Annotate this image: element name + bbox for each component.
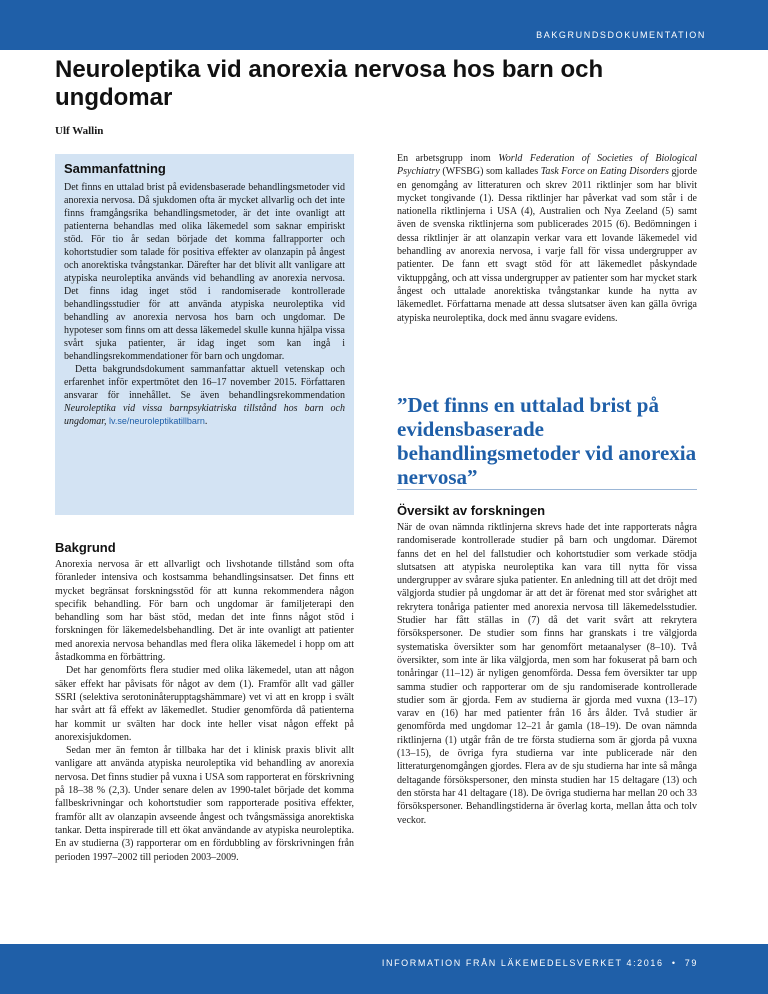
recommendation-link[interactable]: lv.se/neuroleptikatillbarn — [109, 416, 205, 426]
publication-name: INFORMATION FRÅN LÄKEMEDELSVERKET 4:2016 — [381, 958, 664, 968]
text-run: gjorde en genomgång av litteraturen och skrev 2011 riktlinjer som har blivit mycket tongivande (1). Dessa riktlinjer har påverkat vad som står i de nationella riktlinjerna i USA (4), Australien och Nya Zeeland (5) samt även de svenska riktlinjerna som publicerades 2015 (6). Bedömningen i dessa riktlinjer är att olanzapin verkar vara ett lovande läkemedel vid behandling av anorexia nervosa, i varje fall för vissa undergrupper av patienter. De fann ett svagt stöd för att läkemedlet påskyndade viktuppgång, och att vissa undergrupper av patienter som har mycket stark ångest och uttalade anorektiska tvångstankar kunde ha nytta av läkemedlet. Författarna menade att dessa slutsatser även kan gälla övriga atypiska neuroleptika, dock med ännu svagare evidens. — [397, 166, 698, 324]
bakgrund-text — [55, 558, 354, 864]
task-force-name: Task Force on Eating Disorders — [540, 166, 669, 178]
section-label: BAKGRUNDSDOKUMENTATION — [536, 30, 706, 40]
research-overview-heading: Översikt av forskningen — [397, 503, 546, 518]
body-paragraph: Det har genomförts flera studier med olika läkemedel, utan att någon säker effekt har påvisats för något av dem (1). Framför allt vad gäller SSRI (selektiva serotoninåterupptagshämmare) vet vi att en kropp i svält har svårt att få effekt av läkemedlet. Studier genomförda då patienterna har kommit ur svälten har dock inte heller visat någon effekt på anorexisjukdomen. — [55, 665, 354, 743]
body-paragraph: Sedan mer än femton år tillbaka har det i klinisk praxis blivit allt vanligare att använda atypiska neuroleptika vid behandling av anorexia nervosa. Det finns studier på vuxna i USA som rapporterat en förskrivning på 18–38 % (2,3). Under senare delen av 1990-talet började det komma fallbeskrivningar och kohortstudier som rapporterade positiva effekter, framför allt av olanzapin avseende ångest och tvångsmässiga anorektiska tankar. Detta inspirerade till ett ökat användande av atypiska neuroleptika. En av studierna (3) rapporterar om en fördubbling av förskrivningen från perioden 1997–2002 till perioden 2003–2009. — [55, 745, 354, 863]
link-period: . — [204, 416, 208, 427]
text-run: En arbetsgrupp inom — [397, 153, 499, 164]
summary-text — [64, 181, 345, 428]
summary-heading: Sammanfattning — [64, 161, 166, 176]
article-author: Ulf Wallin — [55, 125, 104, 137]
pull-quote: ”Det finns en uttalad brist på evidensbaserade behandlingsmetoder vid anorexia nervosa” — [397, 393, 697, 489]
summary-box — [55, 154, 354, 515]
body-paragraph: När de ovan nämnda riktlinjerna skrevs hade det inte rapporterats några randomiserade kontrollerade studier på barn och ungdomar. Däremot fanns det en hel del fallstudier och kohortstudier som verkade stödja slutsatsen att atypiska neuroleptika kan vara till nytta för vissa undergrupper av svårare sjuka patienter. En anledning till att det dröjt med välgjorda studier på ungdomar är att det är förenat med stor svårighet att rekrytera tonåriga patienter med anorexia nervosa till läkemedelsstudier. Studier har fått ställas in (7) då det varit svårt att rekrytera försökspersoner. De studier som finns har granskats i tre välgjorda systematiska översikter som har genomfört metaanalyser (8–10). Två översikter, som inte är lika välgjorda, men som har fokuserat på barn och tonåringar (11–12) är nyligen genomförda. Dessa fem översikter tar upp samma studier och rapporterar om de sju randomiserade kontrollerade studier som är gjorda. Fem av studierna är gjorda med vuxna (13–17) varav en (16) har med patienter från 16 års ålder. Två studier är genomförda med ungdomar 12–21 år gamla (18–19). De ovan nämnda riktlinjerna (1) utgår från de tre första studierna som är gjorda på vuxna (13–15), de övriga fyra studierna var inte publicerade när den litteraturgenomgången gjordes. Flera av de sju studierna har inte så många deltagande försökspersoner, den minsta studien har 15 deltagare (13) och den största har 41 deltagare (18). De övriga studierna har mellan 20 och 33 försökspersoner. Behandlingstiderna är överlag korta, mellan åtta och tolv veckor. — [397, 522, 697, 826]
header-band — [0, 0, 768, 50]
body-paragraph: Anorexia nervosa är ett allvarligt och livshotande tillstånd som ofta föranleder intensiva och kostsamma behandlingsinsatser. Det finns ett mycket begränsat forskningsstöd för att kunna rekommendera någon specifik behandling. För barn och ungdomar är familjeterapi den behandling som har bäst stöd, medan det inte finns något stöd i forskningen för läkemedelsbehandling. Det är inte ovanligt att patienter med anorexia nervosa behandlas med flera olika läkemedel i hopp om att åstadkomma en förbättring. — [55, 559, 354, 664]
summary-note: Detta bakgrundsdokument sammanfattar aktuell vetenskap och erfarenhet inför expertmötet den 16–17 november 2015. Författaren ansvarar för innehållet. Se även behandlingsrekommendation — [64, 364, 345, 401]
summary-paragraph: Det finns en uttalad brist på evidensbaserade behandlingsmetoder vid anorexia nervosa. Då sjukdomen ofta är mycket allvarlig och det inte finns framgångsrika behandlingsmetoder, är det inte ovanligt att patienterna behandlas med olika läkemedel som saknar empiriskt stöd. För tio år sedan började det komma fallrapporter och kohortstudier som talade för positiva effekter av olanzapin på ångest och anorektiska tvångstankar. Därefter har det blivit allt vanligare att atypiska neuroleptika används vid behandling av anorexia nervosa. Det finns idag inget stöd i randomiserade kontrollerade behandlingsstudier för att använda atypiska neuroleptika vid behandling av anorexia nervosa hos barn och ungdomar. De hypoteser som finns om att dessa läkemedel skulle kunna hjälpa vissa svårt sjuka patienter, är idag inget som kan ingå i behandlingsrekommendationer för barn och ungdomar. — [64, 182, 345, 362]
text-run: (WFSBG) som kallades — [439, 166, 541, 178]
body-paragraph — [397, 152, 697, 325]
footer-text — [382, 958, 698, 968]
divider — [397, 489, 697, 490]
bakgrund-heading: Bakgrund — [55, 540, 116, 555]
footer-bullet: • — [671, 958, 677, 968]
page-number: 79 — [684, 958, 698, 968]
research-overview-text — [397, 521, 697, 827]
recommendation-title: Neuroleptika vid vissa barnpsykiatriska tillstånd hos barn och ungdomar, — [64, 403, 345, 427]
right-column-intro — [397, 152, 697, 325]
summary-paragraph — [64, 363, 345, 428]
organization-name: World Federation of Societies of Biological Psychiatry — [397, 153, 698, 178]
footer-band — [0, 944, 768, 994]
article-title: Neuroleptika vid anorexia nervosa hos barn och ungdomar — [55, 56, 604, 111]
